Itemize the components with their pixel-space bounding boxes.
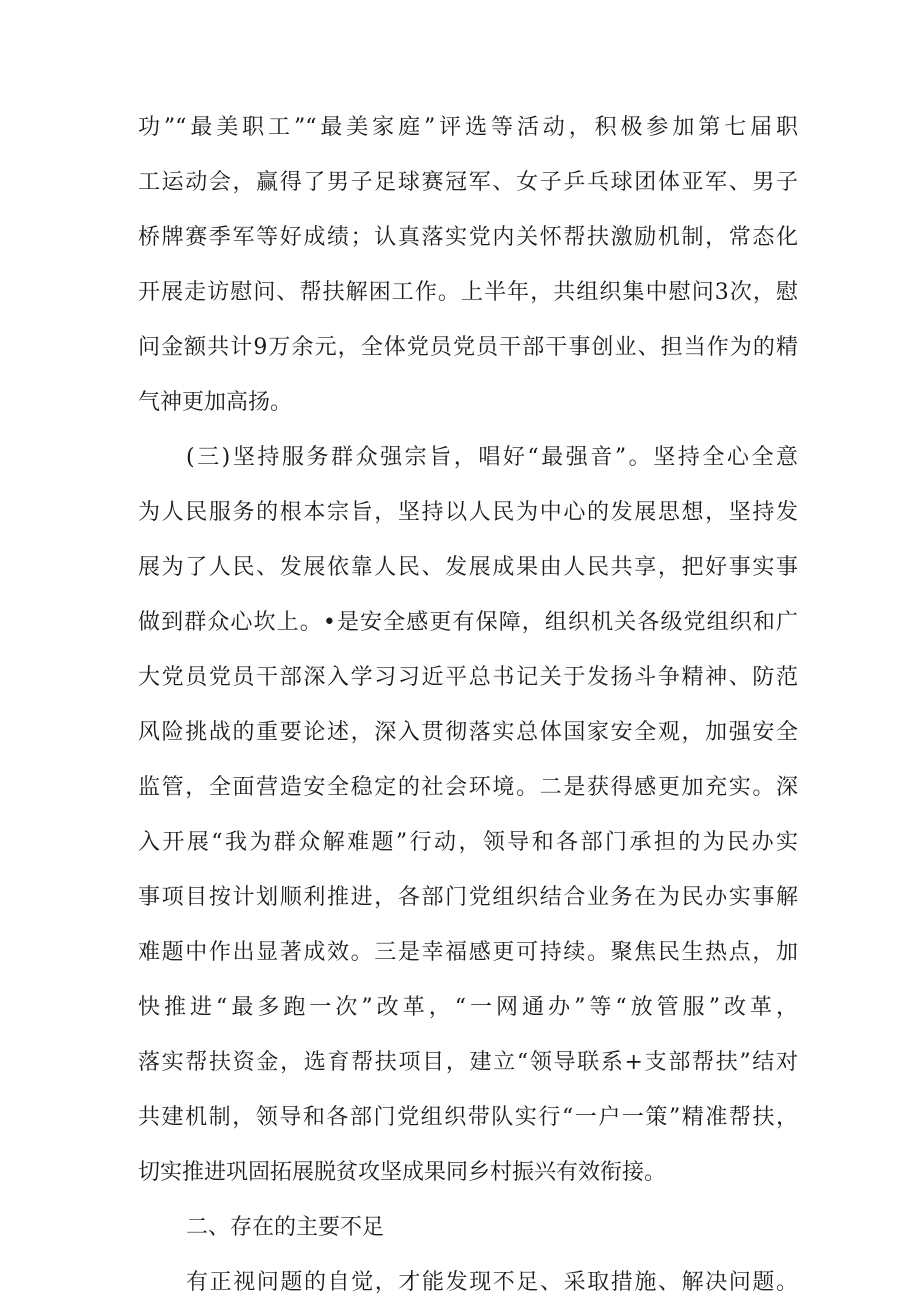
- text-line: 共建机制，领导和各部门党组织带队实行“一户一策”精准帮扶，: [138, 1105, 798, 1130]
- text-line: 落实帮扶资金，选育帮扶项目，建立“领导联系+支部帮扶”结对: [138, 1050, 798, 1075]
- text-line: 有正视问题的自觉，才能发现不足、采取措施、解决问题。: [186, 1270, 798, 1295]
- text-line: 气神更加高扬。: [138, 390, 293, 415]
- text-line: 事项目按计划顺利推进，各部门党组织结合业务在为民办实事解: [138, 885, 798, 910]
- text-line: 大党员党员干部深入学习习近平总书记关于发扬斗争精神、防范: [138, 665, 798, 690]
- text-line: 为人民服务的根本宗旨，坚持以人民为中心的发展思想，坚持发: [138, 500, 798, 525]
- text-line: 监管，全面营造安全稳定的社会环境。二是获得感更加充实。深: [138, 775, 798, 800]
- text-line: 问金额共计9万余元，全体党员党员干部干事创业、担当作为的精: [138, 335, 798, 360]
- text-line: 难题中作出显著成效。三是幸福感更可持续。聚焦民生热点，加: [138, 940, 798, 965]
- text-line: 功”“最美职工”“最美家庭”评选等活动，积极参加第七届职: [138, 115, 798, 140]
- text-line: 切实推进巩固拓展脱贫攻坚成果同乡村振兴有效衔接。: [138, 1160, 667, 1185]
- section-heading: 二、存在的主要不足: [186, 1215, 385, 1240]
- text-line: 风险挑战的重要论述，深入贯彻落实总体国家安全观，加强安全: [138, 720, 798, 745]
- section-heading-line: (三)坚持服务群众强宗旨，唱好“最强音”。坚持全心全意: [186, 445, 798, 470]
- text-line: 展为了人民、发展依靠人民、发展成果由人民共享，把好事实事: [138, 555, 798, 580]
- text-line: 入开展“我为群众解难题”行动，领导和各部门承担的为民办实: [138, 830, 798, 855]
- text-line: 桥牌赛季军等好成绩；认真落实党内关怀帮扶激励机制，常态化: [138, 225, 798, 250]
- text-line: 工运动会，赢得了男子足球赛冠军、女子乒乓球团体亚军、男子: [138, 170, 798, 195]
- text-line: 快推进“最多跑一次”改革，“一网通办”等“放管服”改革，: [138, 995, 798, 1020]
- text-line: 开展走访慰问、帮扶解困工作。上半年，共组织集中慰问3次，慰: [138, 280, 798, 305]
- text-line: 做到群众心坎上。•是安全感更有保障，组织机关各级党组织和广: [138, 610, 798, 635]
